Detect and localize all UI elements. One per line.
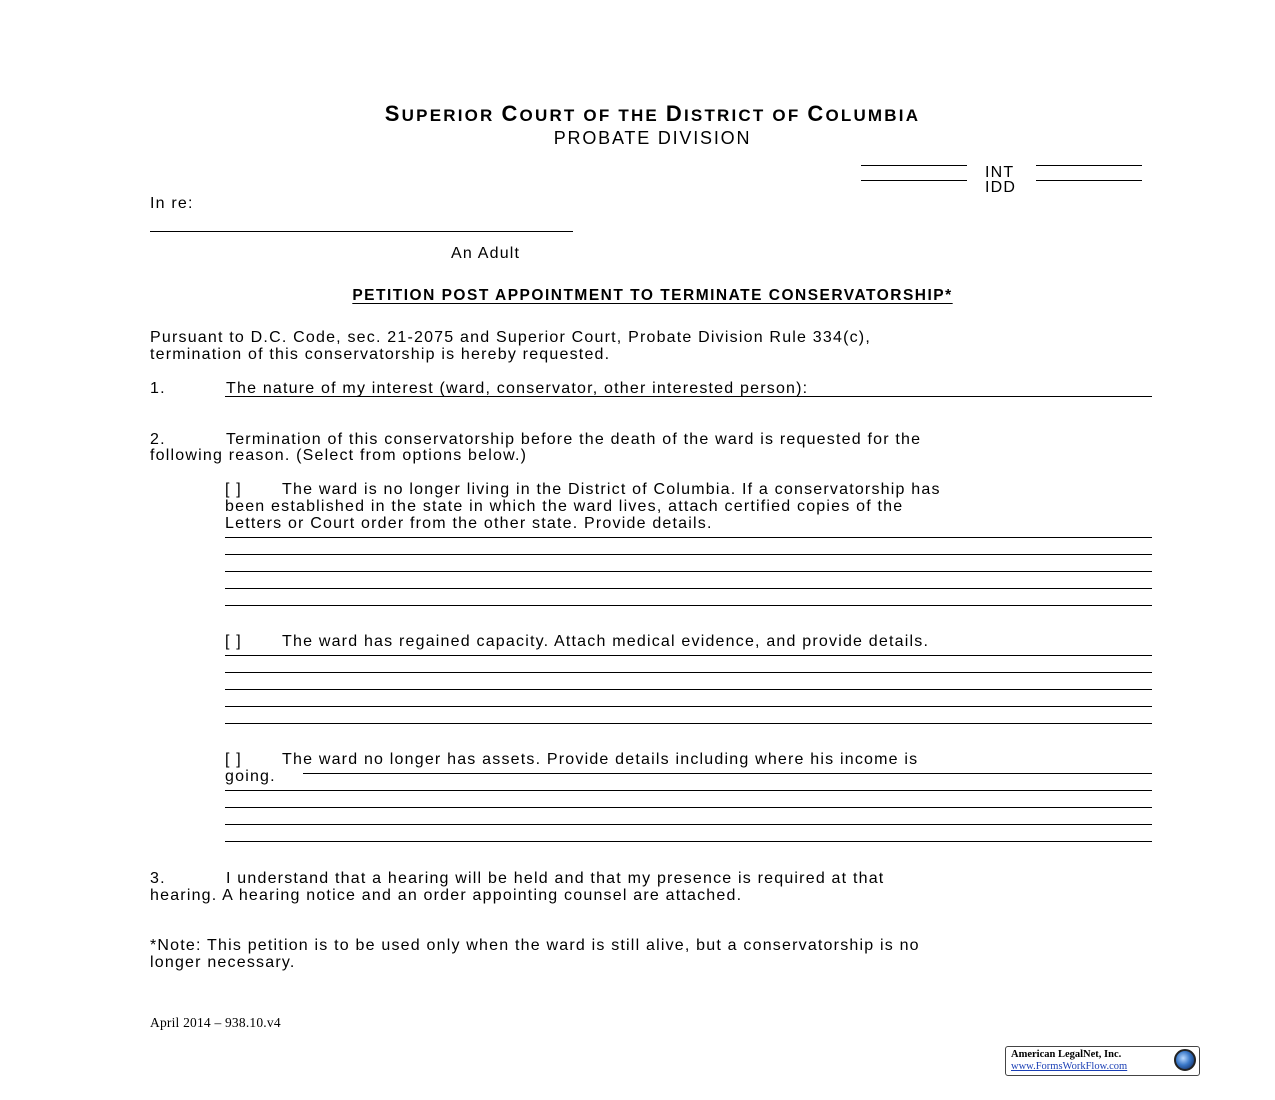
note-line-2: longer necessary.: [150, 954, 296, 971]
item-3-line-1: I understand that a hearing will be held and that my presence is required at that: [226, 870, 885, 887]
globe-icon: [1174, 1049, 1196, 1071]
item-1-text: The nature of my interest (ward, conservator, other interested person):: [226, 380, 809, 397]
form-id: April 2014 – 938.10.v4: [150, 1015, 281, 1030]
option-capacity-detail-line[interactable]: [225, 723, 1152, 724]
division-title: PROBATE DIVISION: [553, 128, 752, 148]
option-capacity-detail-line[interactable]: [225, 655, 1152, 656]
int-label: INT: [985, 164, 1015, 181]
option-moved-line-3: Letters or Court order from the other state. Provide details.: [225, 515, 713, 532]
option-capacity-detail-line[interactable]: [225, 689, 1152, 690]
option-assets-detail-line[interactable]: [225, 824, 1152, 825]
legalnet-logo[interactable]: [1005, 1046, 1200, 1076]
court-title: SUPERIOR COURT OF THE DISTRICT OF COLUMBIA: [384, 101, 921, 126]
intro-line-2: termination of this conservatorship is hereby requested.: [150, 346, 611, 363]
option-assets-detail-line[interactable]: [225, 807, 1152, 808]
logo-url-link[interactable]: www.FormsWorkFlow.com: [1011, 1061, 1128, 1072]
item-2-line-1: Termination of this conservatorship before the death of the ward is requested for the: [226, 431, 922, 448]
option-capacity-detail-line[interactable]: [225, 706, 1152, 707]
item-2-number: 2.: [150, 431, 166, 448]
interest-field[interactable]: [225, 396, 1152, 397]
option-assets-line-2: going.: [225, 768, 276, 785]
option-moved-detail-line[interactable]: [225, 605, 1152, 606]
idd-label: IDD: [985, 179, 1017, 196]
intro-line-1: Pursuant to D.C. Code, sec. 21-2075 and Superior Court, Probate Division Rule 334(c),: [150, 329, 871, 346]
item-3-number: 3.: [150, 870, 166, 887]
option-capacity-checkbox[interactable]: [ ]: [225, 633, 242, 650]
idd-right-blank[interactable]: [1036, 180, 1142, 181]
option-moved-detail-line[interactable]: [225, 554, 1152, 555]
party-label: An Adult: [451, 245, 521, 262]
idd-left-blank[interactable]: [861, 180, 967, 181]
item-1-number: 1.: [150, 380, 166, 397]
option-assets-line-1: The ward no longer has assets. Provide details including where his income is: [282, 751, 919, 768]
option-moved-detail-line[interactable]: [225, 571, 1152, 572]
option-assets-detail-line[interactable]: [225, 841, 1152, 842]
option-moved-detail-line[interactable]: [225, 588, 1152, 589]
logo-company-name: American LegalNet, Inc.: [1011, 1049, 1122, 1060]
option-assets-detail-line[interactable]: [225, 790, 1152, 791]
int-left-blank[interactable]: [861, 165, 967, 166]
int-right-blank[interactable]: [1036, 165, 1142, 166]
option-moved-detail-line[interactable]: [225, 537, 1152, 538]
option-capacity-line-1: The ward has regained capacity. Attach medical evidence, and provide details.: [282, 633, 930, 650]
option-moved-checkbox[interactable]: [ ]: [225, 481, 242, 498]
option-capacity-detail-line[interactable]: [225, 672, 1152, 673]
option-assets-checkbox[interactable]: [ ]: [225, 751, 242, 768]
option-moved-line-2: been established in the state in which the ward lives, attach certified copies of the: [225, 498, 904, 515]
party-name-field[interactable]: [150, 231, 573, 232]
in-re-label: In re:: [150, 195, 194, 212]
item-2-line-2: following reason. (Select from options below.): [150, 447, 528, 464]
item-3-line-2: hearing. A hearing notice and an order appointing counsel are attached.: [150, 887, 743, 904]
option-assets-detail-line[interactable]: [303, 773, 1152, 774]
option-moved-line-1: The ward is no longer living in the District of Columbia. If a conservatorship has: [282, 481, 941, 498]
note-line-1: *Note: This petition is to be used only when the ward is still alive, but a conservatorship is no: [150, 937, 920, 954]
form-title: PETITION POST APPOINTMENT TO TERMINATE CONSERVATORSHIP*: [352, 287, 953, 304]
